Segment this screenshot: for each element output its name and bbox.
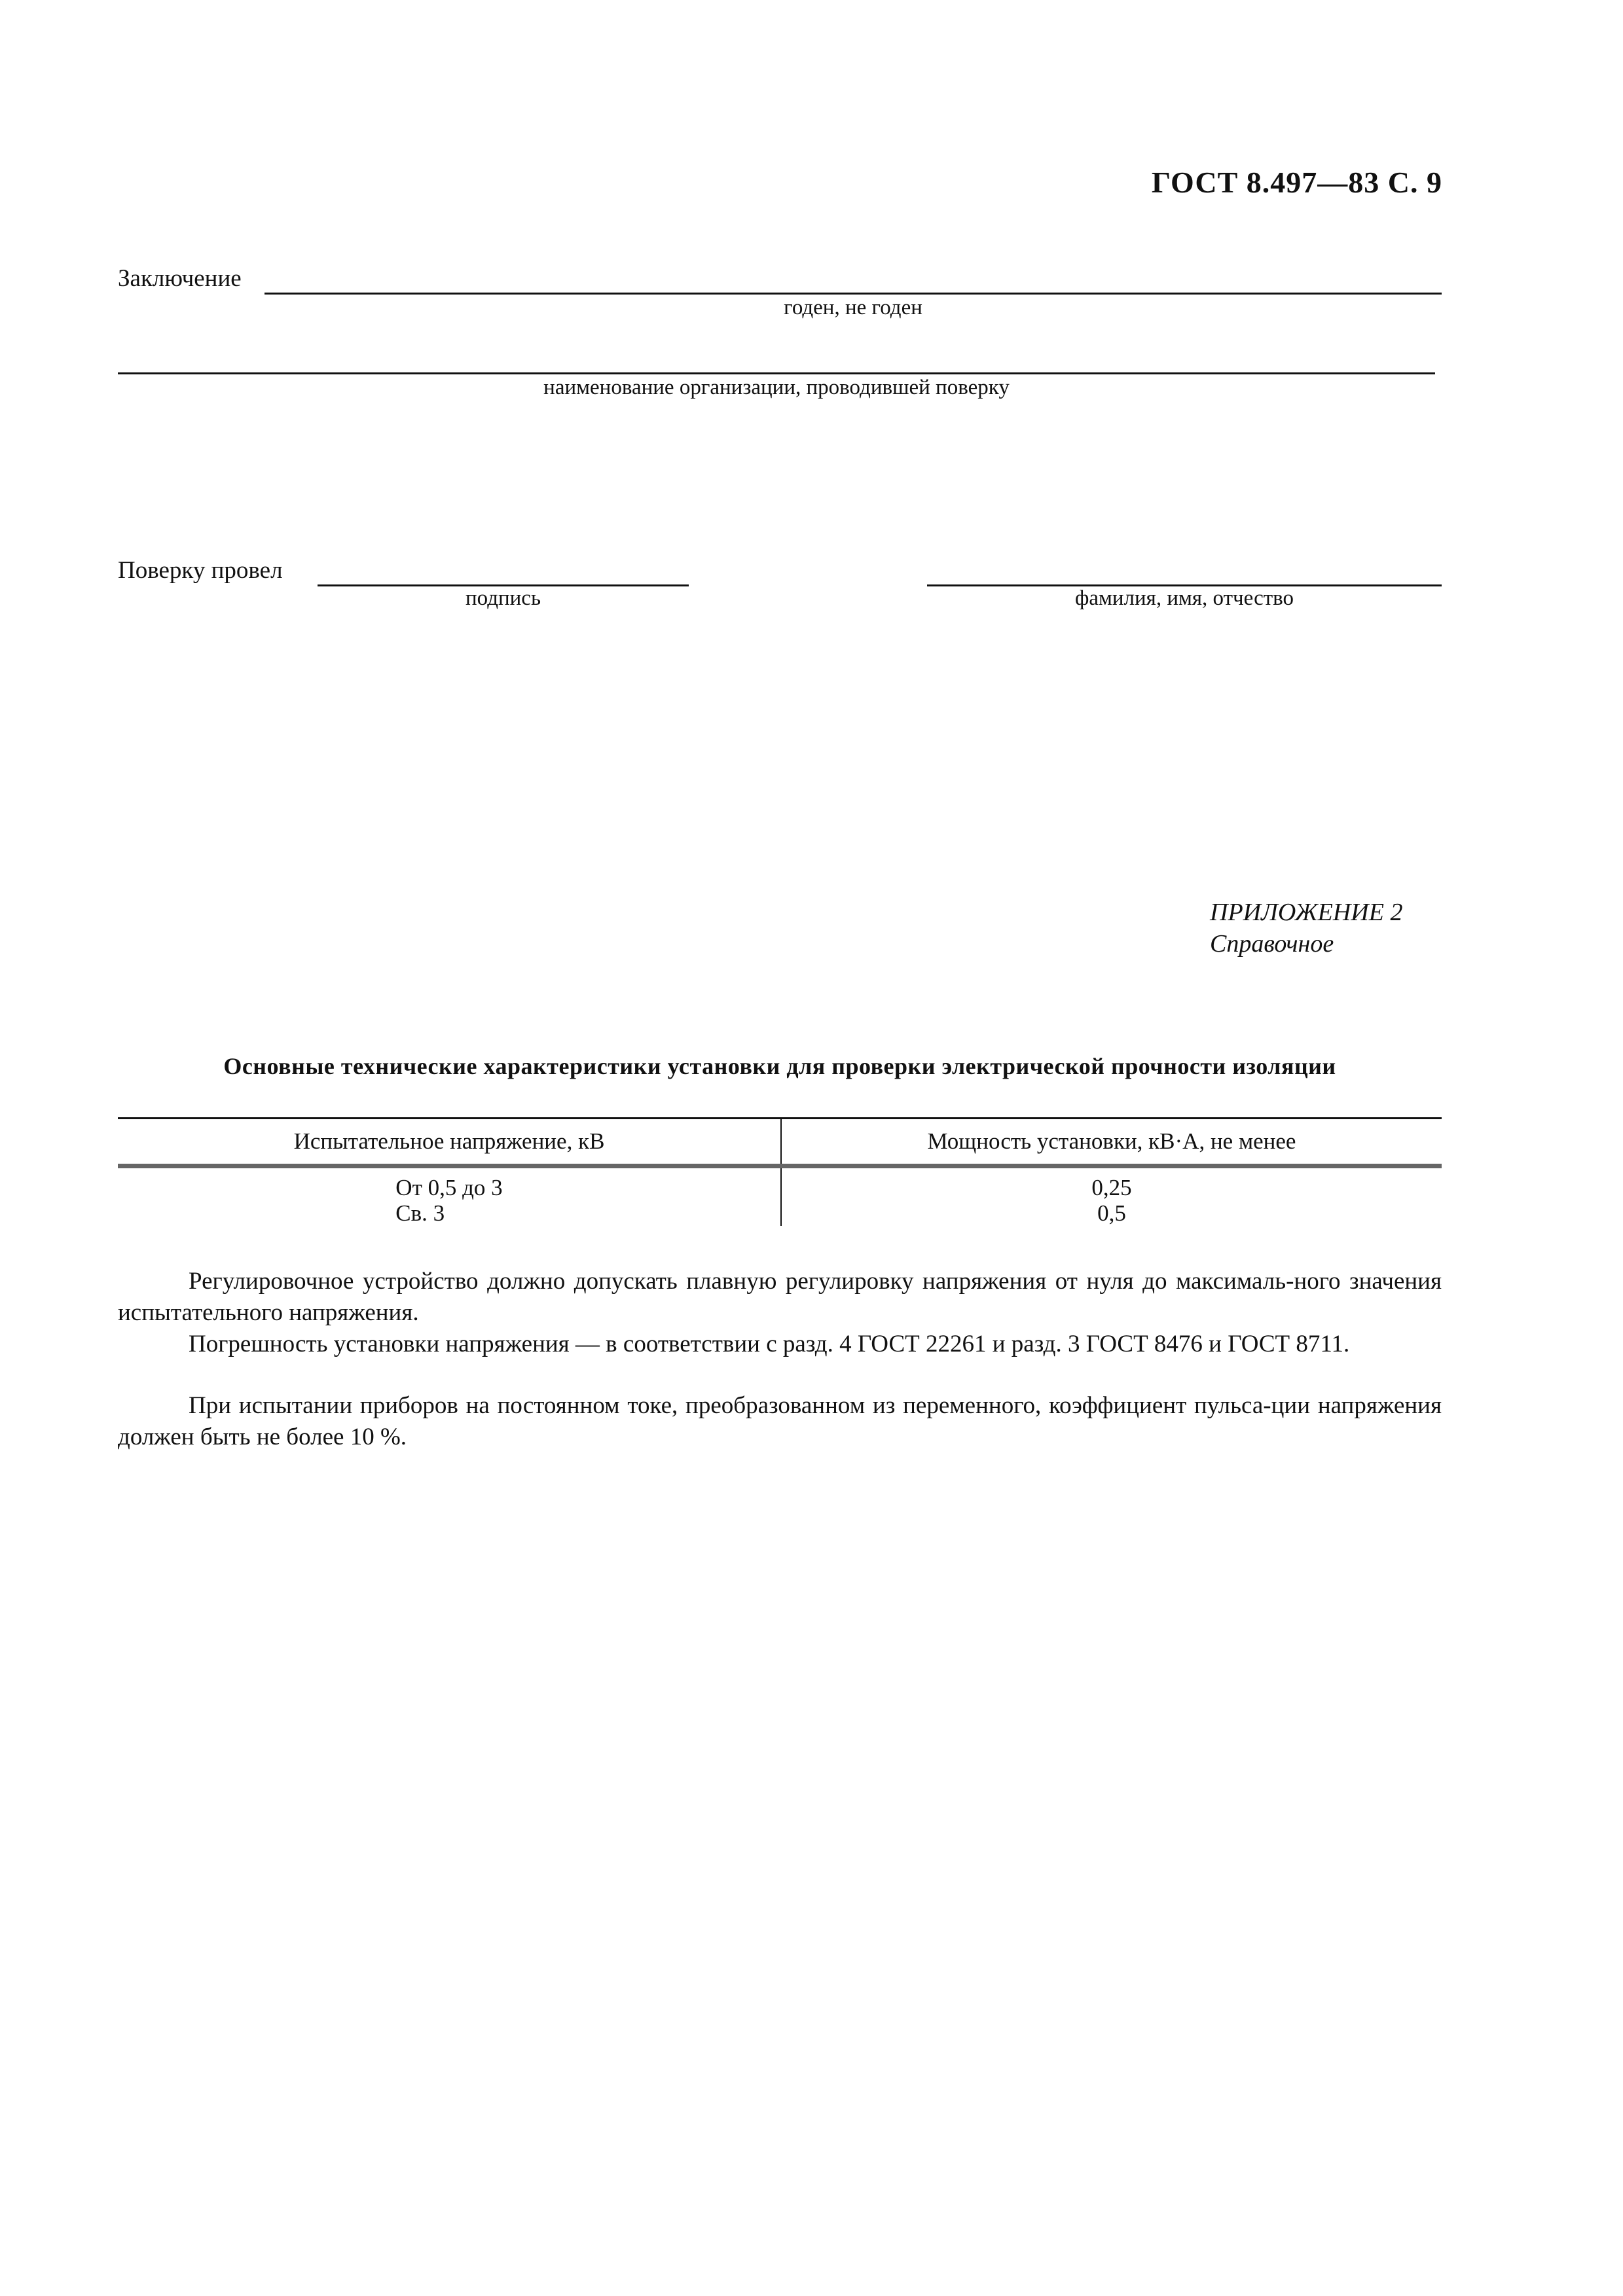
- power-value: 0,25: [1091, 1175, 1132, 1200]
- verifier-label: Поверку провел: [118, 557, 283, 584]
- signature-caption: подпись: [465, 586, 541, 610]
- table-row: [118, 1166, 1442, 1227]
- table-cell: [781, 1166, 1442, 1227]
- voltage-value: Св. 3: [395, 1200, 445, 1227]
- table-header-row: [118, 1119, 1442, 1166]
- column-header-voltage: Испытательное напряжение, кВ: [118, 1119, 781, 1166]
- voltage-value: От 0,5 до 3: [395, 1175, 503, 1200]
- column-header-power: Мощность установки, кВ·А, не менее: [781, 1119, 1442, 1166]
- power-value: 0,5: [1097, 1200, 1126, 1227]
- paragraph-accuracy: Погрешность установки напряжения — в соответствии с разд. 4 ГОСТ 22261 и разд. 3 ГОСТ 8476 и ГОСТ 8711.: [189, 1331, 1350, 1357]
- conclusion-label: Заключение: [118, 265, 242, 292]
- table-title: Основные технические характеристики установки для проверки электрической прочности изоляции: [223, 1053, 1336, 1079]
- paragraph-ripple: При испытании приборов на постоянном токе, преобразованном из переменного, коэффициент пульса-ции напряжения должен быть не более 10 %.: [118, 1392, 1442, 1451]
- table-cell: [118, 1166, 781, 1227]
- name-caption: фамилия, имя, отчество: [1074, 586, 1294, 610]
- appendix-title: ПРИЛОЖЕНИЕ 2: [1210, 899, 1403, 926]
- conclusion-caption: годен, не годен: [784, 296, 922, 319]
- conclusion-line: [264, 293, 1442, 295]
- spec-table: [118, 1117, 1442, 1226]
- page-header: ГОСТ 8.497—83 С. 9: [1151, 166, 1442, 199]
- paragraph-regulation: Регулировочное устройство должно допускать плавную регулировку напряжения от нуля до максималь-ного значения испытательного напряжения.: [118, 1268, 1442, 1327]
- organization-caption: наименование организации, проводившей поверку: [543, 376, 1010, 399]
- organization-line: [118, 372, 1435, 374]
- appendix-subtitle: Справочное: [1210, 930, 1334, 958]
